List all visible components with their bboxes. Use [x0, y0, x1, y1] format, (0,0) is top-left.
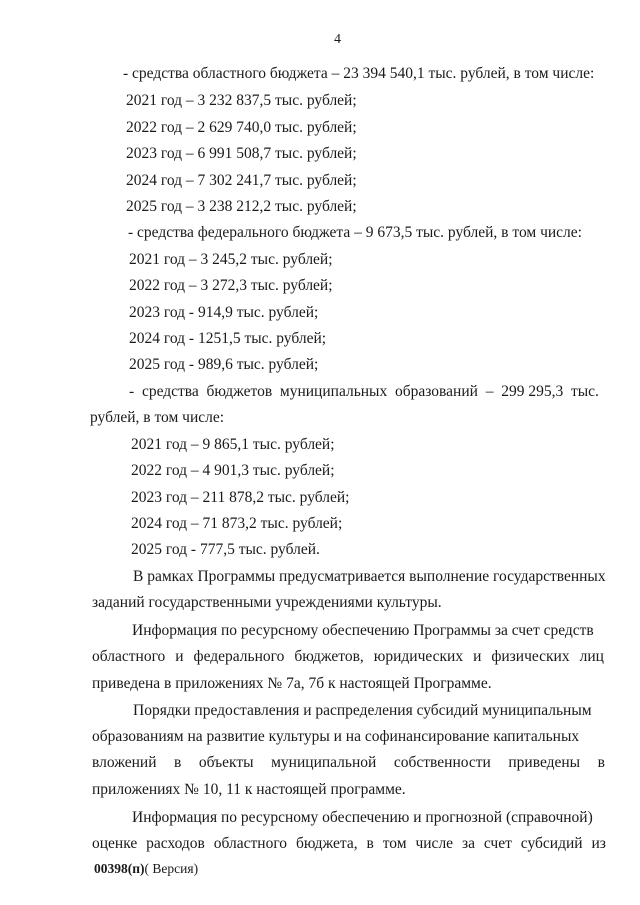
paragraph-forecast-line2: оценке расходов областного бюджета, в том числе за счет субсидий из: [92, 835, 606, 852]
municipal-year-2024: 2024 год – 71 873,2 тыс. рублей;: [131, 515, 343, 532]
municipal-year-2025: 2025 год - 777,5 тыс. рублей.: [131, 541, 320, 558]
municipal-year-2023: 2023 год – 211 878,2 тыс. рублей;: [131, 489, 350, 506]
paragraph-subsidies-line2: образованиям на развитие культуры и на софинансирование капитальных: [92, 728, 580, 745]
paragraph-subsidies-line3: вложений в объекты муниципальной собственности приведены в: [92, 754, 605, 771]
regional-year-2025: 2025 год – 3 238 212,2 тыс. рублей;: [126, 198, 357, 215]
federal-year-2021: 2021 год – 3 245,2 тыс. рублей;: [129, 251, 333, 268]
regional-year-2021: 2021 год – 3 232 837,5 тыс. рублей;: [126, 92, 357, 109]
regional-year-2022: 2022 год – 2 629 740,0 тыс. рублей;: [126, 119, 357, 136]
paragraph-subsidies-line4: приложениях № 10, 11 к настоящей программе.: [92, 781, 406, 798]
paragraph-forecast-line1: Информация по ресурсному обеспечению и прогнозной (справочной): [132, 809, 593, 826]
page-number: 4: [334, 32, 341, 47]
paragraph-resources-line1: Информация по ресурсному обеспечению Программы за счет средств: [132, 622, 594, 639]
federal-budget-header: - средства федерального бюджета – 9 673,5 тыс. рублей, в том числе:: [128, 224, 582, 241]
federal-year-2023: 2023 год - 914,9 тыс. рублей;: [129, 304, 319, 321]
municipal-budget-header: - средства бюджетов муниципальных образований – 299 295,3 тыс.: [129, 383, 599, 400]
paragraph-tasks-line1: В рамках Программы предусматривается выполнение государственных: [133, 568, 606, 585]
municipal-budget-header-cont: рублей, в том числе:: [90, 409, 225, 426]
federal-year-2022: 2022 год – 3 272,3 тыс. рублей;: [129, 277, 333, 294]
municipal-year-2022: 2022 год – 4 901,3 тыс. рублей;: [131, 462, 335, 479]
regional-year-2023: 2023 год – 6 991 508,7 тыс. рублей;: [126, 145, 357, 162]
municipal-year-2021: 2021 год – 9 865,1 тыс. рублей;: [131, 436, 335, 453]
paragraph-resources-line2: областного и федерального бюджетов, юридических и физических лиц: [92, 648, 604, 665]
regional-year-2024: 2024 год – 7 302 241,7 тыс. рублей;: [126, 172, 357, 189]
paragraph-subsidies-line1: Порядки предоставления и распределения субсидий муниципальным: [133, 702, 592, 719]
regional-budget-header: - средства областного бюджета – 23 394 540,1 тыс. рублей, в том числе:: [123, 65, 595, 82]
federal-year-2025: 2025 год - 989,6 тыс. рублей;: [129, 356, 319, 373]
document-code: 00398(п): [94, 861, 145, 876]
paragraph-tasks-line2: заданий государственными учреждениями культуры.: [92, 594, 442, 611]
document-footer: [94, 862, 198, 876]
document-version: ( Версия): [144, 861, 199, 876]
federal-year-2024: 2024 год - 1251,5 тыс. рублей;: [129, 330, 327, 347]
paragraph-resources-line3: приведена в приложениях № 7а, 7б к настоящей Программе.: [92, 675, 492, 692]
